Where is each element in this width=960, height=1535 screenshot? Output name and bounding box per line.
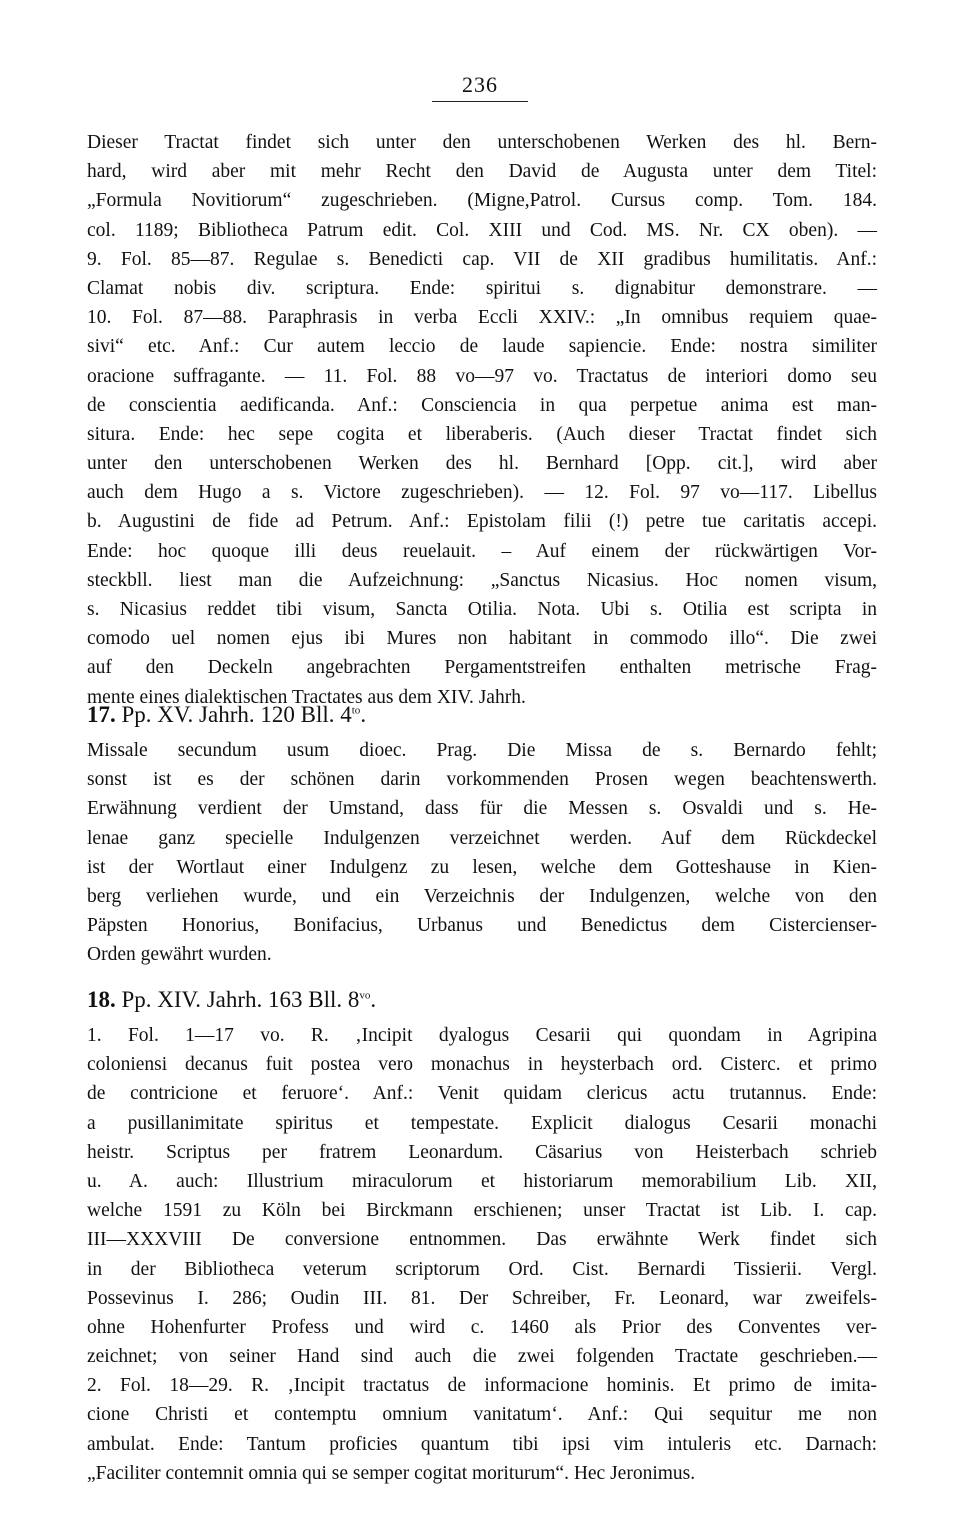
text-line: u. A. auch: Illustrium miraculorum et historiarum memorabilium Lib. XII, [87, 1170, 877, 1192]
text-line: comodo uel nomen ejus ibi Mures non habitant in commodo illo“. Die zwei [87, 628, 877, 650]
text-line: Erwähnung verdient der Umstand, dass für die Messen s. Osvaldi und s. He- [87, 798, 877, 820]
entry-17-format: to [351, 704, 361, 717]
text-line: coloniensi decanus fuit postea vero monachus in heysterbach ord. Cisterc. et primo [87, 1054, 877, 1076]
text-line: sivi“ etc. Anf.: Cur autem leccio de laude sapiencie. Ende: nostra similiter [87, 336, 877, 358]
text-line: de conscientia aedificanda. Anf.: Consciencia in qua perpetue anima est man- [87, 394, 877, 416]
text-line: auf den Deckeln angebrachten Pergamentstreifen enthalten metrische Frag- [87, 657, 877, 679]
text-line: sonst ist es der schönen darin vorkommenden Prosen wegen beachtenswerth. [87, 769, 877, 791]
text-line: zeichnet; von seiner Hand sind auch die zwei folgenden Tractate geschrieben.— [87, 1346, 877, 1368]
entry-17-heading [87, 700, 366, 730]
text-line: b. Augustini de fide ad Petrum. Anf.: Epistolam filii (!) petre tue caritatis accepi. [87, 511, 877, 533]
entry-18-number: 18. [87, 987, 116, 1012]
text-line: Clamat nobis div. scriptura. Ende: spiritui s. dignabitur demonstrare. — [87, 277, 877, 299]
text-line: Dieser Tractat findet sich unter den unterschobenen Werken des hl. Bern- [87, 132, 877, 153]
entry-17-number: 17. [87, 702, 116, 727]
text-line: berg verliehen wurde, und ein Verzeichnis der Indulgenzen, welche von den [87, 885, 877, 907]
text-line: III—XXXVIII De conversione entnommen. Das erwähnte Werk findet sich [87, 1229, 877, 1251]
text-line: Ende: hoc quoque illi deus reuelauit. – Auf einem der rückwärtigen Vor- [87, 540, 877, 562]
text-line: Possevinus I. 286; Oudin III. 81. Der Schreiber, Fr. Leonard, war zweifels- [87, 1287, 877, 1309]
text-line: 9. Fol. 85—87. Regulae s. Benedicti cap. VII de XII gradibus humilitatis. Anf.: [87, 248, 877, 270]
text-line: ambulat. Ende: Tantum proficies quantum tibi ipsi vim intuleris etc. Darnach: [87, 1433, 877, 1455]
entry-17-body [87, 736, 877, 970]
text-line: unter den unterschobenen Werken des hl. Bernhard [Opp. cit.], wird aber [87, 453, 877, 475]
entry-17-period: . [360, 702, 367, 727]
text-line: „Formula Novitiorum“ zugeschrieben. (Migne,Patrol. Cursus comp. Tom. 184. [87, 190, 877, 212]
text-line: steckbll. liest man die Aufzeichnung: „Sanctus Nicasius. Hoc nomen visum, [87, 569, 877, 591]
text-line: hard, wird aber mit mehr Recht den David de Augusta unter dem Titel: [87, 161, 877, 183]
entry-17-description: Pp. XV. Jahrh. 120 Bll. 4 [121, 702, 352, 727]
text-line: 1. Fol. 1—17 vo. R. ‚Incipit dyalogus Cesarii qui quondam in Agripina [87, 1025, 877, 1046]
page-number: 236 [462, 72, 498, 97]
text-line: col. 1189; Bibliotheca Patrum edit. Col. XIII und Cod. MS. Nr. CX oben). — [87, 219, 877, 241]
text-line: in der Bibliotheca veterum scriptorum Ord. Cist. Bernardi Tissierii. Vergl. [87, 1258, 877, 1280]
text-line: welche 1591 zu Köln bei Birckmann erschienen; unser Tractat ist Lib. I. cap. [87, 1200, 877, 1222]
text-line: de contricione et feruore‘. Anf.: Venit quidam clericus actu trutannus. Ende: [87, 1083, 877, 1105]
entry-18-heading [87, 985, 376, 1015]
text-line: 2. Fol. 18—29. R. ‚Incipit tractatus de informacione hominis. Et primo de imita- [87, 1375, 877, 1397]
text-line: lenae ganz specielle Indulgenzen verzeichnet werden. Auf dem Rückdeckel [87, 827, 877, 849]
paragraph-continuation [87, 128, 877, 712]
text-line: cione Christi et contemptu omnium vanitatum‘. Anf.: Qui sequitur me non [87, 1404, 877, 1426]
entry-18-format: vo [359, 989, 371, 1002]
text-line: Missale secundum usum dioec. Prag. Die Missa de s. Bernardo fehlt; [87, 740, 877, 761]
page-number-rule [432, 101, 528, 102]
text-line: oracione suffragante. — 11. Fol. 88 vo—97 vo. Tractatus de interiori domo seu [87, 365, 877, 387]
text-line: s. Nicasius reddet tibi visum, Sancta Otilia. Nota. Ubi s. Otilia est scripta in [87, 599, 877, 620]
text-line: „Faciliter contemnit omnia qui se semper cogitat moriturum“. Hec Jeronimus. [87, 1462, 696, 1484]
text-line: a pusillanimitate spiritus et tempestate. Explicit dialogus Cesarii monachi [87, 1112, 877, 1134]
entry-18-period: . [370, 987, 377, 1012]
text-line: 10. Fol. 87—88. Paraphrasis in verba Eccli XXIV.: „In omnibus requiem quae- [87, 307, 877, 329]
text-line: auch dem Hugo a s. Victore zugeschrieben). — 12. Fol. 97 vo—117. Libellus [87, 482, 877, 504]
text-line: Päpsten Honorius, Bonifacius, Urbanus und Benedictus dem Cistercienser- [87, 915, 877, 937]
entry-18-body [87, 1021, 877, 1488]
text-line: situra. Ende: hec sepe cogita et liberaberis. (Auch dieser Tractat findet sich [87, 423, 877, 445]
text-line: heistr. Scriptus per fratrem Leonardum. Cäsarius von Heisterbach schrieb [87, 1141, 877, 1163]
text-line: ist der Wortlaut einer Indulgenz zu lesen, welche dem Gotteshause in Kien- [87, 856, 877, 878]
text-line: Orden gewährt wurden. [87, 944, 272, 966]
text-line: ohne Hohenfurter Profess und wird c. 1460 als Prior des Conventes ver- [87, 1316, 877, 1338]
entry-18-description: Pp. XIV. Jahrh. 163 Bll. 8 [121, 987, 360, 1012]
text-line: mente eines dialektischen Tractates aus dem XIV. Jahrh. [87, 686, 526, 708]
